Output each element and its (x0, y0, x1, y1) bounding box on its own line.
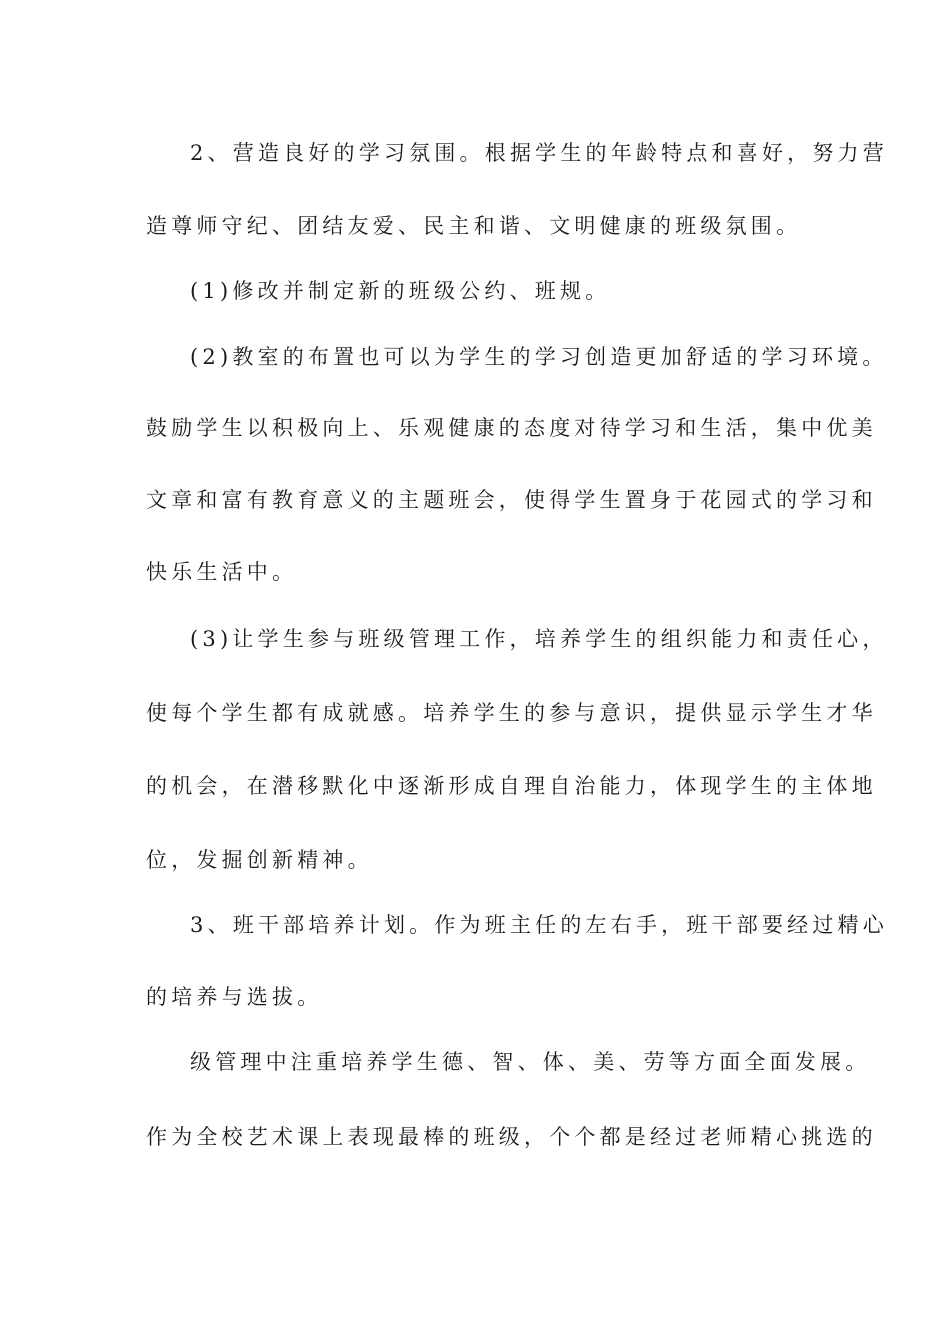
paragraph-3-line-2: 的培养与选拔。 (146, 985, 323, 1009)
item-3-line-4: 位，发掘创新精神。 (146, 848, 373, 872)
item-3-line-2: 使每个学生都有成就感。培养学生的参与意识，提供显示学生才华 (146, 701, 877, 725)
item-3-line-3: 的机会，在潜移默化中逐渐形成自理自治能力，体现学生的主体地 (146, 774, 877, 798)
paragraph-4-line-2: 作为全校艺术课上表现最棒的班级，个个都是经过老师精心挑选的 (146, 1125, 877, 1149)
paragraph-4-line-1: 级管理中注重培养学生德、智、体、美、劳等方面全面发展。 (190, 1050, 871, 1074)
paragraph-2-line-1: 2、营造良好的学习氛围。根据学生的年龄特点和喜好，努力营 (190, 141, 888, 165)
paragraph-2-line-2: 造尊师守纪、团结友爱、民主和谐、文明健康的班级氛围。 (146, 214, 802, 238)
item-3-line-1: (3)让学生参与班级管理工作，培养学生的组织能力和责任心， (190, 627, 888, 651)
item-2-line-2: 鼓励学生以积极向上、乐观健康的态度对待学习和生活，集中优美 (146, 416, 877, 440)
item-2-line-1: (2)教室的布置也可以为学生的学习创造更加舒适的学习环境。 (190, 345, 888, 369)
item-2-line-4: 快乐生活中。 (146, 560, 298, 584)
item-1-line: (1)修改并制定新的班级公约、班规。 (190, 279, 611, 303)
paragraph-3-line-1: 3、班干部培养计划。作为班主任的左右手，班干部要经过精心 (190, 913, 888, 937)
item-2-line-3: 文章和富有教育意义的主题班会，使得学生置身于花园式的学习和 (146, 488, 877, 512)
